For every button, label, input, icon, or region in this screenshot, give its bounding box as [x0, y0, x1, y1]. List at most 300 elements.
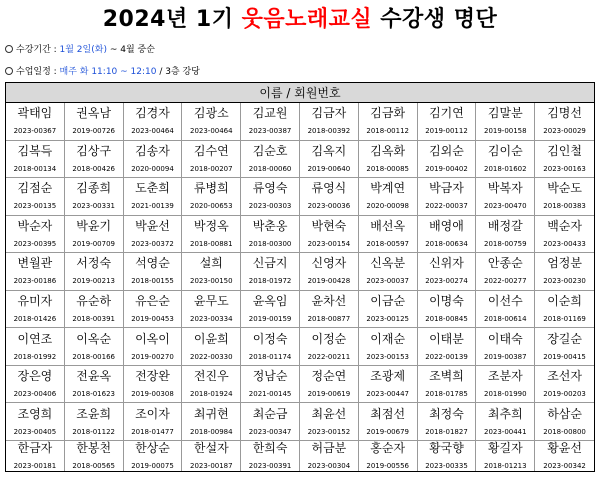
member-id: 2018-00759	[483, 239, 527, 248]
member-id: 2022-00277	[483, 277, 527, 286]
member-name: 변월관	[17, 256, 53, 271]
member-name: 김외순	[429, 143, 464, 158]
member-name: 한희숙	[252, 441, 288, 455]
member-name: 배영애	[429, 218, 464, 233]
bullet-circle-icon	[5, 45, 13, 53]
class-schedule-line	[5, 65, 200, 79]
member-cell	[241, 328, 300, 366]
member-cell	[418, 328, 477, 366]
member-id: 2018-00984	[189, 427, 233, 436]
member-cell	[65, 253, 124, 291]
member-id: 2021-00139	[131, 202, 174, 211]
member-name: 조벽희	[429, 369, 464, 384]
member-name: 신위자	[429, 256, 464, 271]
member-cell	[6, 291, 65, 329]
member-name: 김말분	[487, 106, 523, 121]
member-name: 류영식	[311, 181, 347, 196]
member-id: 2023-00029	[543, 127, 586, 136]
member-id: 2023-00433	[543, 239, 586, 248]
member-name: 김순호	[252, 143, 288, 158]
member-name: 박정옥	[193, 218, 229, 233]
member-id: 2018-00800	[543, 427, 586, 436]
member-cell	[300, 253, 359, 291]
member-id: 2019-00453	[131, 315, 174, 324]
member-table	[5, 82, 595, 472]
member-cell	[6, 253, 65, 291]
member-id: 2018-00300	[248, 239, 292, 248]
member-cell	[124, 178, 183, 216]
member-name: 김송자	[135, 143, 170, 158]
member-id: 2019-00075	[131, 462, 174, 470]
member-id: 2023-00441	[483, 427, 527, 436]
member-cell	[241, 103, 300, 141]
member-cell	[535, 328, 594, 366]
member-cell	[65, 178, 124, 216]
member-cell	[182, 441, 241, 471]
member-grid	[6, 103, 594, 471]
member-name: 박현숙	[311, 218, 347, 233]
member-id: 2018-01827	[425, 427, 468, 436]
member-cell	[300, 178, 359, 216]
member-id: 2023-00447	[366, 390, 409, 399]
member-cell	[65, 441, 124, 471]
member-name: 백순자	[547, 218, 582, 233]
member-name: 조선자	[547, 369, 582, 384]
member-cell	[418, 216, 477, 254]
member-cell	[418, 403, 477, 441]
member-name: 김점순	[17, 181, 53, 196]
member-id: 2019-00679	[366, 427, 409, 436]
member-id: 2023-00464	[131, 127, 174, 136]
member-id: 2019-00270	[131, 352, 174, 361]
member-cell	[241, 366, 300, 404]
member-cell	[6, 441, 65, 471]
member-name: 이연조	[17, 331, 53, 346]
member-cell	[300, 141, 359, 179]
member-name: 윤옥임	[252, 294, 288, 309]
member-cell	[182, 366, 241, 404]
member-name: 김옥지	[311, 143, 347, 158]
member-name: 김기연	[429, 106, 464, 121]
member-id: 2018-01477	[131, 427, 174, 436]
member-id: 2022-00037	[425, 202, 468, 211]
title-prefix: 2024년 1기	[102, 7, 242, 32]
member-cell	[241, 291, 300, 329]
member-id: 2018-01213	[483, 462, 527, 470]
member-name: 도춘희	[135, 181, 170, 196]
member-cell	[124, 141, 183, 179]
member-cell	[535, 403, 594, 441]
member-id: 2019-00159	[248, 315, 292, 324]
member-cell	[300, 103, 359, 141]
member-name: 최점선	[370, 406, 406, 421]
member-name: 최추희	[487, 406, 523, 421]
member-id: 2019-00112	[425, 127, 468, 136]
member-name: 박윤기	[76, 218, 112, 233]
member-name: 하삼순	[547, 406, 582, 421]
member-cell	[300, 291, 359, 329]
member-name: 박순자	[17, 218, 53, 233]
member-cell	[65, 141, 124, 179]
period-value: 1월 2일(화)	[59, 45, 107, 55]
member-name: 김교원	[252, 106, 288, 121]
member-name: 홍순자	[370, 441, 406, 455]
member-name: 조분자	[487, 369, 523, 384]
member-cell	[124, 103, 183, 141]
member-cell	[418, 253, 477, 291]
member-name: 배선옥	[370, 218, 406, 233]
member-name: 박윤선	[135, 218, 170, 233]
member-cell	[300, 441, 359, 471]
member-cell	[182, 216, 241, 254]
member-cell	[124, 328, 183, 366]
member-id: 2022-00211	[307, 352, 351, 361]
member-cell	[418, 141, 477, 179]
member-name: 조영희	[17, 406, 53, 421]
member-cell	[124, 291, 183, 329]
member-name: 조이자	[135, 406, 170, 421]
member-cell	[182, 103, 241, 141]
member-name: 곽태임	[17, 106, 53, 121]
member-cell	[418, 441, 477, 471]
member-cell	[359, 141, 418, 179]
member-cell	[359, 291, 418, 329]
member-id: 2023-00181	[13, 462, 57, 470]
member-name: 최귀현	[193, 406, 229, 421]
member-name: 류영숙	[252, 181, 288, 196]
member-name: 장은영	[17, 369, 53, 384]
member-name: 정남순	[252, 369, 288, 384]
member-cell	[300, 366, 359, 404]
member-cell	[418, 291, 477, 329]
member-id: 2023-00367	[13, 127, 57, 136]
member-name: 김금화	[370, 106, 406, 121]
member-name: 배정갈	[487, 218, 523, 233]
member-name: 황길자	[487, 441, 523, 455]
bullet-circle-icon	[5, 67, 13, 75]
member-cell	[476, 291, 535, 329]
member-name: 박계연	[370, 181, 406, 196]
member-id: 2019-00640	[307, 164, 351, 173]
member-id: 2019-00308	[131, 390, 174, 399]
member-id: 2018-00565	[72, 462, 115, 470]
member-id: 2018-00877	[307, 315, 351, 324]
member-id: 2021-00145	[248, 390, 292, 399]
member-id: 2022-00139	[425, 352, 468, 361]
member-id: 2023-00470	[483, 202, 527, 211]
member-name: 안종순	[487, 256, 523, 271]
member-cell	[535, 441, 594, 471]
member-name: 이옥이	[135, 331, 170, 346]
member-id: 2018-00166	[72, 352, 115, 361]
period-rest: ~ 4월 중순	[106, 45, 155, 55]
member-id: 2018-01623	[72, 390, 115, 399]
member-cell	[241, 403, 300, 441]
member-name: 최윤선	[311, 406, 347, 421]
member-id: 2018-00634	[425, 239, 468, 248]
member-name: 전장완	[135, 369, 170, 384]
member-cell	[65, 366, 124, 404]
member-cell	[124, 216, 183, 254]
member-cell	[65, 216, 124, 254]
member-name: 한봉천	[76, 441, 112, 455]
member-name: 최순금	[252, 406, 288, 421]
schedule-label: 수업일정 :	[16, 67, 60, 77]
member-name: 유은순	[135, 294, 170, 309]
member-name: 신옥분	[370, 256, 406, 271]
member-name: 박춘옹	[252, 218, 288, 233]
member-name: 유미자	[17, 294, 53, 309]
member-cell	[359, 253, 418, 291]
member-name: 김수연	[193, 143, 229, 158]
page-title	[0, 4, 600, 36]
member-name: 신금지	[252, 256, 288, 271]
member-cell	[182, 291, 241, 329]
member-name: 박금자	[429, 181, 464, 196]
member-id: 2019-00415	[543, 352, 586, 361]
member-id: 2019-00203	[543, 390, 586, 399]
member-id: 2019-00387	[483, 352, 527, 361]
member-name: 김명선	[547, 106, 582, 121]
member-name: 유순하	[76, 294, 112, 309]
title-highlight: 웃음노래교실	[241, 7, 373, 32]
member-cell	[476, 103, 535, 141]
member-id: 2020-00098	[366, 202, 409, 211]
member-cell	[359, 366, 418, 404]
member-name: 이순희	[547, 294, 582, 309]
member-id: 2023-00150	[189, 277, 233, 286]
member-cell	[241, 253, 300, 291]
member-cell	[535, 178, 594, 216]
member-cell	[124, 441, 183, 471]
member-id: 2018-01426	[13, 315, 57, 324]
member-id: 2023-00464	[189, 127, 233, 136]
member-id: 2019-00726	[72, 127, 115, 136]
member-id: 2023-00387	[248, 127, 292, 136]
member-name: 이태숙	[487, 331, 523, 346]
member-cell	[182, 253, 241, 291]
member-cell	[535, 253, 594, 291]
member-cell	[359, 403, 418, 441]
member-cell	[300, 328, 359, 366]
member-id: 2023-00186	[13, 277, 57, 286]
member-cell	[476, 441, 535, 471]
member-id: 2023-00342	[543, 462, 586, 470]
member-name: 조윤희	[76, 406, 112, 421]
member-id: 2023-00154	[307, 239, 351, 248]
member-cell	[476, 178, 535, 216]
member-id: 2023-00347	[248, 427, 292, 436]
member-id: 2019-00213	[72, 277, 115, 286]
member-id: 2019-00709	[72, 239, 115, 248]
member-cell	[476, 141, 535, 179]
member-id: 2018-00383	[543, 202, 586, 211]
member-id: 2023-00037	[366, 277, 409, 286]
member-cell	[182, 328, 241, 366]
member-name: 이재순	[370, 331, 406, 346]
member-cell	[300, 403, 359, 441]
member-cell	[6, 103, 65, 141]
member-cell	[418, 178, 477, 216]
member-id: 2018-01169	[543, 315, 586, 324]
member-id: 2019-00556	[366, 462, 409, 470]
member-name: 전윤옥	[76, 369, 112, 384]
member-cell	[359, 328, 418, 366]
member-name: 윤차선	[311, 294, 347, 309]
member-cell	[241, 216, 300, 254]
member-cell	[359, 216, 418, 254]
member-id: 2018-00085	[366, 164, 409, 173]
member-name: 류병희	[193, 181, 229, 196]
member-id: 2018-01602	[483, 164, 527, 173]
member-cell	[6, 403, 65, 441]
member-name: 이명숙	[429, 294, 464, 309]
member-id: 2023-00036	[307, 202, 351, 211]
member-cell	[182, 141, 241, 179]
member-id: 2023-00372	[131, 239, 174, 248]
member-cell	[6, 328, 65, 366]
schedule-rest: / 3층 강당	[156, 67, 200, 77]
member-id: 2023-00304	[307, 462, 351, 470]
member-name: 권옥남	[76, 106, 112, 121]
member-cell	[182, 403, 241, 441]
member-cell	[476, 403, 535, 441]
member-cell	[65, 403, 124, 441]
member-name: 김옥화	[370, 143, 406, 158]
member-id: 2023-00187	[189, 462, 233, 470]
member-cell	[476, 366, 535, 404]
course-period-line	[5, 43, 155, 57]
member-name: 김종희	[76, 181, 112, 196]
member-id: 2023-00152	[307, 427, 351, 436]
member-name: 김인철	[547, 143, 582, 158]
member-cell	[359, 441, 418, 471]
member-name: 김금자	[311, 106, 347, 121]
member-name: 김경자	[135, 106, 170, 121]
member-cell	[182, 178, 241, 216]
member-cell	[241, 178, 300, 216]
member-cell	[359, 103, 418, 141]
title-suffix: 수강생 명단	[372, 7, 498, 32]
member-name: 이선수	[487, 294, 523, 309]
member-name: 황윤선	[547, 441, 582, 455]
member-id: 2022-00330	[189, 352, 233, 361]
member-id: 2018-00391	[72, 315, 115, 324]
member-name: 엄정분	[547, 256, 582, 271]
member-id: 2019-00402	[425, 164, 468, 173]
member-cell	[418, 103, 477, 141]
member-id: 2018-00614	[483, 315, 527, 324]
member-id: 2023-00163	[543, 164, 586, 173]
member-id: 2018-00392	[307, 127, 351, 136]
member-id: 2018-01992	[13, 352, 57, 361]
member-cell	[124, 366, 183, 404]
member-name: 허금분	[311, 441, 347, 455]
member-id: 2018-01924	[189, 390, 233, 399]
member-cell	[476, 216, 535, 254]
table-header: 이름 / 회원번호	[6, 83, 594, 103]
member-cell	[535, 216, 594, 254]
member-cell	[6, 216, 65, 254]
member-cell	[6, 141, 65, 179]
member-cell	[535, 103, 594, 141]
member-name: 김복득	[17, 143, 53, 158]
member-id: 2023-00125	[366, 315, 409, 324]
member-name: 한금자	[17, 441, 53, 455]
member-cell	[241, 441, 300, 471]
member-name: 김상구	[76, 143, 112, 158]
member-id: 2018-00060	[248, 164, 292, 173]
member-id: 2023-00335	[425, 462, 468, 470]
member-id: 2018-00207	[189, 164, 233, 173]
member-id: 2018-01785	[425, 390, 468, 399]
member-name: 최정숙	[429, 406, 464, 421]
member-cell	[535, 141, 594, 179]
member-id: 2018-01174	[248, 352, 292, 361]
member-name: 이옥순	[76, 331, 112, 346]
member-name: 황국향	[429, 441, 464, 455]
member-cell	[124, 253, 183, 291]
member-id: 2023-00331	[72, 202, 115, 211]
member-name: 이정순	[311, 331, 347, 346]
member-name: 석영순	[135, 256, 170, 271]
member-cell	[6, 178, 65, 216]
member-cell	[535, 291, 594, 329]
member-id: 2018-00134	[13, 164, 57, 173]
member-name: 정순연	[311, 369, 347, 384]
member-cell	[476, 328, 535, 366]
member-id: 2018-00426	[72, 164, 115, 173]
member-name: 이윤희	[193, 331, 229, 346]
member-id: 2023-00406	[13, 390, 57, 399]
member-id: 2023-00334	[189, 315, 233, 324]
member-id: 2019-00428	[307, 277, 351, 286]
member-id: 2018-00845	[425, 315, 468, 324]
member-cell	[65, 103, 124, 141]
member-name: 이금순	[370, 294, 406, 309]
member-name: 김이순	[487, 143, 523, 158]
member-cell	[65, 291, 124, 329]
member-id: 2019-00619	[307, 390, 351, 399]
member-name: 장길순	[547, 331, 582, 346]
member-id: 2020-00094	[131, 164, 174, 173]
member-cell	[476, 253, 535, 291]
member-name: 한상순	[135, 441, 170, 455]
member-name: 이정숙	[252, 331, 288, 346]
member-name: 박순도	[547, 181, 582, 196]
member-id: 2023-00274	[425, 277, 468, 286]
member-cell	[6, 366, 65, 404]
member-id: 2018-00112	[366, 127, 409, 136]
member-name: 박복자	[487, 181, 523, 196]
member-name: 서정숙	[76, 256, 112, 271]
member-id: 2020-00653	[189, 202, 233, 211]
member-id: 2023-00135	[13, 202, 57, 211]
member-cell	[535, 366, 594, 404]
member-id: 2018-00881	[189, 239, 233, 248]
member-id: 2023-00153	[366, 352, 409, 361]
member-name: 설희	[199, 256, 223, 271]
member-id: 2018-01972	[248, 277, 292, 286]
member-id: 2023-00405	[13, 427, 57, 436]
member-id: 2018-00597	[366, 239, 409, 248]
member-name: 전진우	[193, 369, 229, 384]
member-id: 2023-00395	[13, 239, 57, 248]
period-label: 수강기간 :	[16, 45, 60, 55]
member-name: 한설자	[193, 441, 229, 455]
schedule-value: 매주 화 11:10 ~ 12:10	[59, 67, 157, 77]
member-id: 2023-00230	[543, 277, 586, 286]
